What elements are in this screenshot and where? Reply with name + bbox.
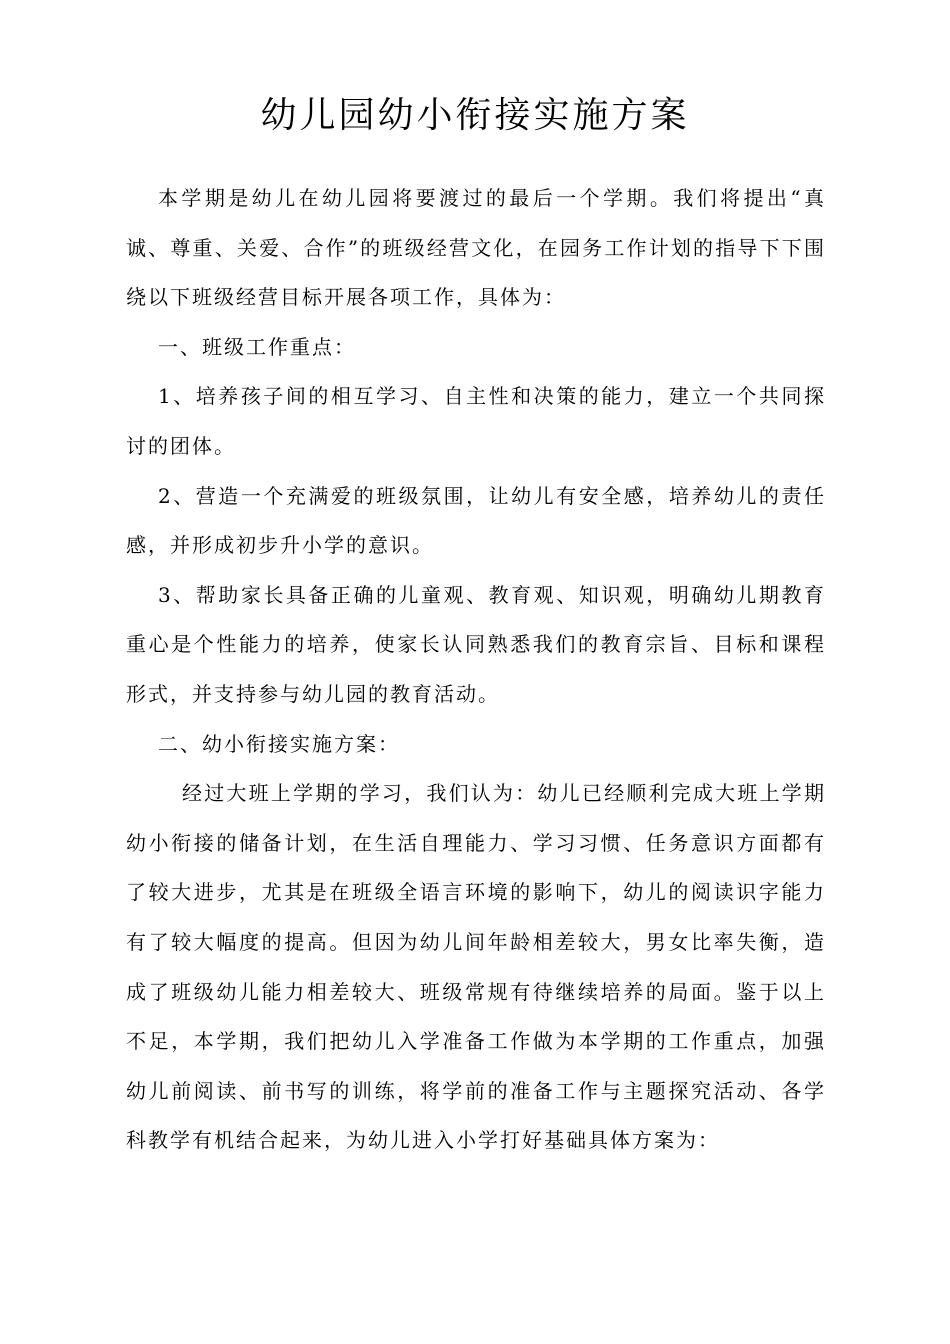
list-item-1: 1、培养孩子间的相互学习、自主性和决策的能力，建立一个共同探讨的团体。 (126, 384, 826, 458)
list-item-3: 3、帮助家长具备正确的儿童观、教育观、知识观，明确幼儿期教育重心是个性能力的培养，使家长认同熟悉我们的教育宗旨、目标和课程形式，并支持参与幼儿园的教育活动。 (126, 582, 826, 706)
list-item-2: 2、营造一个充满爱的班级氛围，让幼儿有安全感，培养幼儿的责任感，并形成初步升小学的意识。 (126, 483, 826, 558)
section-heading-transition-plan: 二、幼小衔接实施方案： (158, 731, 400, 756)
intro-paragraph: 本学期是幼儿在幼儿园将要渡过的最后一个学期。我们将提出“真诚、尊重、关爱、合作”的班级经营文化，在园务工作计划的指导下下围绕以下班级经营目标开展各项工作，具体为： (126, 186, 826, 310)
section-heading-class-focus: 一、班级工作重点： (158, 334, 356, 359)
plan-paragraph: 经过大班上学期的学习，我们认为：幼儿已经顺利完成大班上学期幼小衔接的储备计划，在生活自理能力、学习习惯、任务意识方面都有了较大进步，尤其是在班级全语言环境的影响下，幼儿的阅读识字能力有了较大幅度的提高。但因为幼儿间年龄相差较大，男女比率失衡，造成了班级幼儿能力相差较大、班级常规有待继续培养的局面。鉴于以上不足，本学期，我们把幼儿入学准备工作做为本学期的工作重点，加强幼儿前阅读、前书写的训练，将学前的准备工作与主题探究活动、各学科教学有机结合起来，为幼儿进入小学打好基础具体方案为： (126, 781, 826, 1153)
document-body (126, 174, 826, 1166)
document-title: 幼儿园幼小衔接实施方案 (260, 95, 690, 136)
